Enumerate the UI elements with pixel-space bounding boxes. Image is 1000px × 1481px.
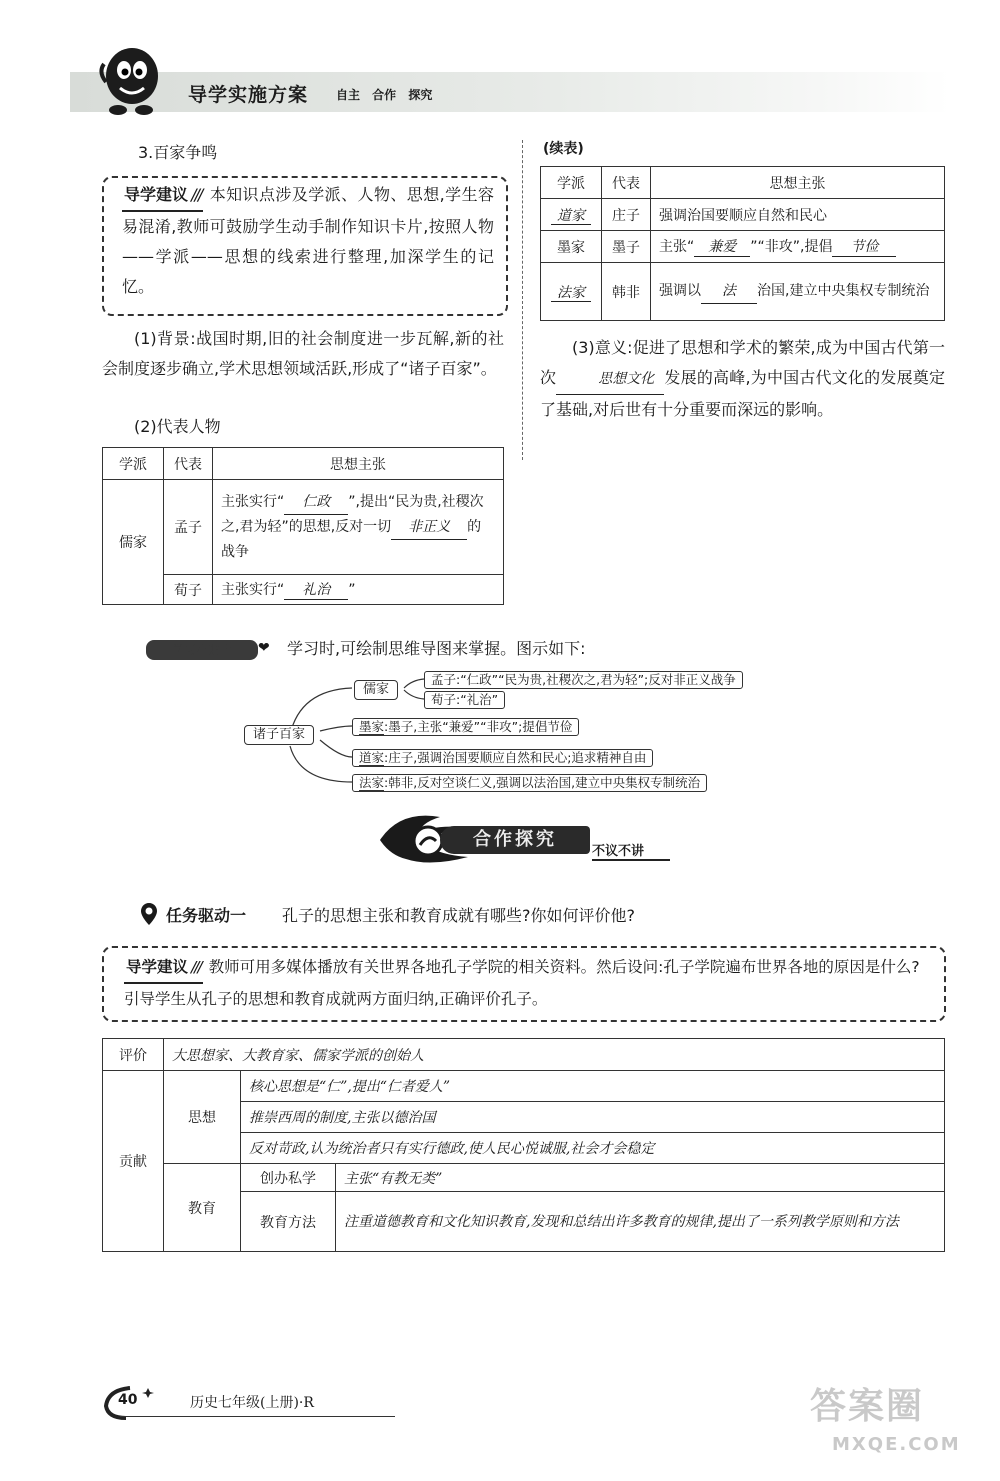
cell-daojia: 道家: [551, 208, 591, 225]
cell-mengzi-idea: 主张实行“ 仁政 ”,提出“民为贵,社稷次之,君为轻”的思想,反对一切 非正义 的战争: [213, 480, 504, 575]
mindmap-mojia: 墨家:墨子,主张“兼爱”“非攻”;提倡节俭: [352, 718, 579, 736]
th2-school: 学派: [541, 167, 602, 199]
cell-hanfei: 韩非: [602, 263, 651, 321]
task-label: 任务驱动一: [166, 906, 247, 925]
blank-feizhengyi: 非正义: [391, 515, 467, 540]
cell-edu-label: 教育: [164, 1164, 241, 1252]
cell-edu-text-2: 注重道德教育和文化知识教育,发现和总结出许多教育的规律,提出了一系列教学原则和方法: [336, 1192, 945, 1252]
table-confucius: [102, 1038, 945, 1252]
book-title: 历史七年级(上册)·R: [190, 1395, 314, 1411]
coop-title: 合作探究: [440, 826, 590, 854]
cell-zhuangzi: 庄子: [602, 199, 651, 231]
cell-thought-1: 核心思想是“仁”,提出“仁者爱人”: [241, 1071, 945, 1102]
guide2-tag: 导学建议 ///: [124, 952, 203, 984]
significance-paragraph: (3)意义:促进了思想和学术的繁荣,成为中国古代第一次 思想文化 发展的高峰,为中国古代文化的发展奠定了基础,对后世有十分重要而深远的影响。: [540, 338, 945, 419]
cell-mo-idea: 主张“ 兼爱 ”“非攻”,提倡 节俭: [651, 231, 945, 263]
tip-tag: 学习小贴士: [146, 640, 258, 660]
section-heading: 3.百家争鸣: [138, 143, 218, 162]
th-idea: 思想主张: [213, 448, 504, 480]
cell-edu-text-1: 主张“有教无类”: [336, 1164, 945, 1192]
blank-renzheng: 仁政: [284, 490, 348, 515]
task-question: 孔子的思想主张和教育成就有哪些?你如何评价他?: [282, 906, 635, 925]
cell-edu-label-2: 教育方法: [241, 1192, 336, 1252]
blank-jianai: 兼爱: [694, 236, 750, 257]
link-mo: [320, 726, 352, 731]
heart-icon: ❤: [258, 640, 270, 656]
header-subtitle: 自主 合作 探究: [336, 88, 433, 102]
background-paragraph: (1)背景:战国时期,旧的社会制度进一步瓦解,新的社会制度逐步确立,学术思想领域活跃,形成了“诸子百家”。: [102, 329, 504, 378]
link-dao: [320, 740, 352, 757]
th2-idea: 思想主张: [651, 167, 945, 199]
cell-eval-text: 大思想家、大教育家、儒家学派的创始人: [164, 1039, 945, 1071]
mindmap-fajia: 法家:韩非,反对空谈仁义,强调以法治国,建立中央集权专制统治: [352, 774, 707, 792]
th-rep: 代表: [164, 448, 213, 480]
cell-mojia: 墨家: [541, 231, 602, 263]
blank-lizhi: 礼治: [284, 579, 348, 600]
cell-xunzi-idea: 主张实行“ 礼治 ”: [213, 575, 504, 605]
guide-text: 本知识点涉及学派、人物、思想,学生容易混淆,教师可鼓励学生动手制作知识卡片,按照人物——学派——思想的线索进行整理,加深学生的记忆。: [122, 185, 494, 296]
guide2-text: 教师可用多媒体播放有关世界各地孔子学院的相关资料。然后设问:孔子学院遍布世界各地的原因是什么?引导学生从孔子的思想和教育成就两方面归纳,正确评价孔子。: [124, 958, 920, 1008]
cell-contrib-label: 贡献: [103, 1071, 164, 1252]
th-school: 学派: [103, 448, 164, 480]
cell-mozi: 墨子: [602, 231, 651, 263]
guide-box-2: [102, 946, 946, 1022]
cell-thought-label: 思想: [164, 1071, 241, 1164]
cell-fa-idea: 强调以 法 治国,建立中央集权专制统治: [651, 263, 945, 321]
mindmap-daojia: 道家:庄子,强调治国要顺应自然和民心;追求精神自由: [352, 749, 653, 767]
blank-fa: 法: [701, 279, 757, 304]
watermark-url: MXQE.COM: [832, 1434, 961, 1455]
link-mengzi: [404, 679, 424, 688]
guide-tag: 导学建议 ///: [122, 180, 203, 212]
link-xunzi: [404, 690, 424, 699]
mindmap-rujia: 儒家: [354, 680, 398, 700]
coop-tag: 不议不讲: [592, 840, 670, 861]
header-title: 导学实施方案: [188, 84, 309, 106]
th2-rep: 代表: [602, 167, 651, 199]
rep-heading: (2)代表人物: [134, 417, 221, 436]
mindmap-mengzi: 孟子:“仁政”“民为贵,社稷次之,君为轻”;反对非正义战争: [424, 671, 743, 689]
mindmap-root: 诸子百家: [244, 725, 314, 745]
tip-text: 学习时,可绘制思维导图来掌握。图示如下:: [287, 639, 586, 658]
cell-eval-label: 评价: [103, 1039, 164, 1071]
link-fa: [290, 746, 352, 782]
cell-edu-label-1: 创办私学: [241, 1164, 336, 1192]
location-pin-icon: [140, 902, 158, 926]
page-number: 40: [118, 1392, 138, 1408]
mindmap-xunzi: 荀子:“礼治”: [424, 691, 505, 709]
table2-caption: (续表): [543, 141, 584, 157]
cell-rujia: 儒家: [103, 480, 164, 605]
cell-dao-idea: 强调治国要顺应自然和民心: [651, 199, 945, 231]
cell-thought-2: 推崇西周的制度,主张以德治国: [241, 1102, 945, 1133]
blank-jiejian: 节俭: [832, 236, 896, 257]
footer-rule: [120, 1416, 395, 1417]
blank-sixiangwenhua: 思想文化: [556, 364, 664, 395]
cell-xunzi: 荀子: [164, 575, 213, 605]
cell-thought-3: 反对苛政,认为统治者只有实行德政,使人民心悦诚服,社会才会稳定: [241, 1133, 945, 1164]
cell-mengzi: 孟子: [164, 480, 213, 575]
cell-fajia: 法家: [551, 285, 591, 302]
watermark-logo: 答案圈: [810, 1386, 925, 1427]
